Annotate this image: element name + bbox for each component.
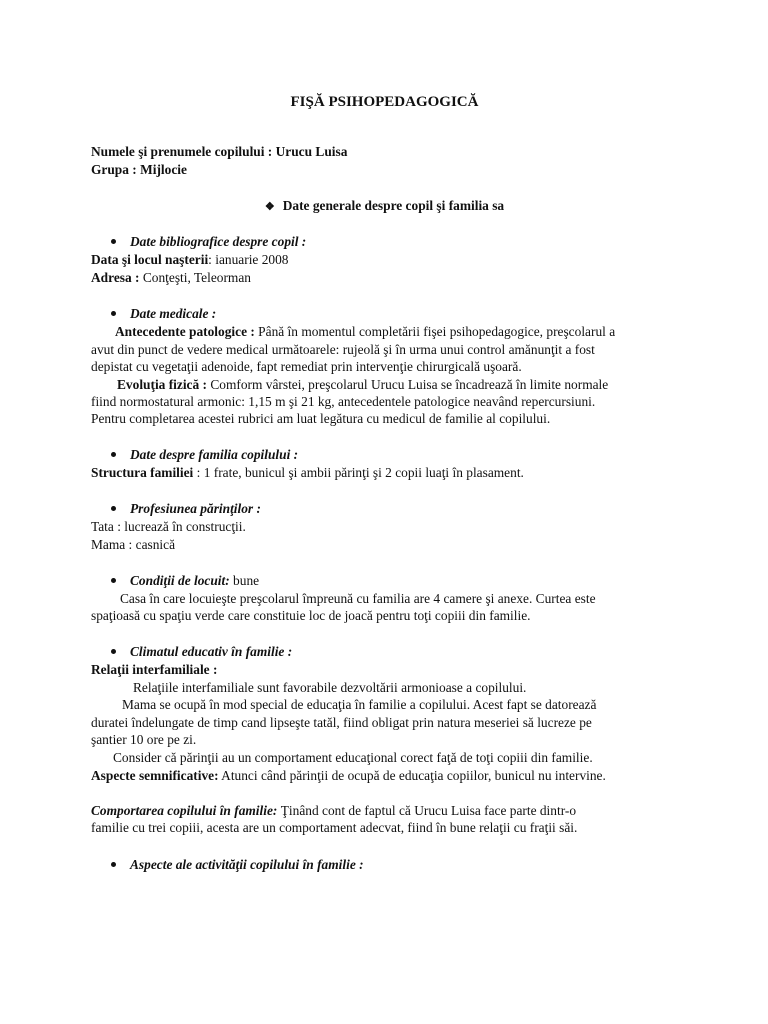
consider-line: Consider că părinţii au un comportament educaţional corect faţă de toţi copiii din familie. bbox=[113, 750, 593, 765]
physical-line-3: Pentru completarea acestei rubrici am luat legătura cu medicul de familie al copilului. bbox=[91, 411, 551, 426]
bullet-medical: Date medicale : bbox=[111, 305, 216, 322]
behavior-line-1: Comportarea copilului în familie: Ţinând cont de faptul că Urucu Luisa face parte dintr-o bbox=[91, 803, 577, 818]
mother-care-line-2: duratei îndelungate de timp cand lipseşte tatăl, fiind obligat prin natura meseriei să lucreze pe bbox=[91, 715, 592, 730]
father-line: Tata : lucrează în construcţii. bbox=[91, 519, 246, 534]
child-name: Numele şi prenumele copilului : Urucu Luisa bbox=[91, 144, 348, 159]
bullet-dot-icon bbox=[111, 452, 116, 457]
bullet-dot-icon bbox=[111, 311, 116, 316]
section-general: ❖ Date generale despre copil şi familia sa bbox=[264, 198, 505, 213]
behavior-line-2: familie cu trei copiii, acesta are un comportament adecvat, fiind în bune relaţii cu fraţii săi. bbox=[91, 820, 578, 835]
antecedents-line-1: Antecedente patologice : Până în momentul completării fişei psihopedagogice, preşcolarul a bbox=[115, 324, 616, 339]
housing-line-2: spaţioasă cu spaţiu verde care constituie loc de joacă pentru toţi copiii din familie. bbox=[91, 608, 531, 623]
bullet-dot-icon bbox=[111, 649, 116, 654]
bullet-dot-icon bbox=[111, 239, 116, 244]
relations-line: Relaţiile interfamiliale sunt favorabile dezvoltării armonioase a copilului. bbox=[133, 680, 527, 695]
bullet-profession: Profesiunea părinţilor : bbox=[111, 500, 261, 517]
bullet-family: Date despre familia copilului : bbox=[111, 446, 298, 463]
aspects-line: Aspecte semnificative: Atunci când părinţii de ocupă de educaţia copiilor, bunicul nu intervine. bbox=[91, 768, 606, 783]
bullet-housing: Condiţii de locuit: bune bbox=[111, 572, 259, 589]
child-group: Grupa : Mijlocie bbox=[91, 162, 187, 177]
relations-label: Relaţii interfamiliale : bbox=[91, 662, 218, 677]
document-title: FIŞĂ PSIHOPEDAGOGICĂ bbox=[290, 94, 479, 110]
bullet-climate: Climatul educativ în familie : bbox=[111, 643, 292, 660]
mother-care-line-3: şantier 10 ore pe zi. bbox=[91, 732, 197, 747]
bullet-activity: Aspecte ale activităţii copilului în familie : bbox=[111, 856, 364, 873]
structure-line: Structura familiei : 1 frate, bunicul şi ambii părinţi şi 2 copii luaţi în plasament. bbox=[91, 465, 524, 480]
antecedents-line-2: avut din punct de vedere medical următoarele: rujeolă şi în urma unui control amănunţit a fost bbox=[91, 342, 595, 357]
physical-line-2: fiind normostatural armonic: 1,15 m şi 21 kg, antecedentele patologice neavând repercursiuni. bbox=[91, 394, 596, 409]
bullet-dot-icon bbox=[111, 578, 116, 583]
birth-line: Data şi locul naşterii: ianuarie 2008 bbox=[91, 252, 289, 267]
physical-line-1: Evoluţia fizică : Comform vârstei, preşcolarul Urucu Luisa se încadrează în limite normale bbox=[117, 377, 609, 392]
diamond-bullet-icon: ❖ bbox=[264, 201, 275, 213]
mother-line: Mama : casnică bbox=[91, 537, 176, 552]
bullet-biblio: Date bibliografice despre copil : bbox=[111, 233, 306, 250]
bullet-dot-icon bbox=[111, 862, 116, 867]
housing-line-1: Casa în care locuieşte preşcolarul împreună cu familia are 4 camere şi anexe. Curtea este bbox=[120, 591, 596, 606]
mother-care-line-1: Mama se ocupă în mod special de educaţia în familie a copilului. Acest fapt se datorează bbox=[122, 697, 597, 712]
antecedents-line-3: depistat cu vegetaţii adenoide, fapt remediat prin intervenţie chirurgicală uşoară. bbox=[91, 359, 522, 374]
bullet-dot-icon bbox=[111, 506, 116, 511]
address-line: Adresa : Conţeşti, Teleorman bbox=[91, 270, 251, 285]
